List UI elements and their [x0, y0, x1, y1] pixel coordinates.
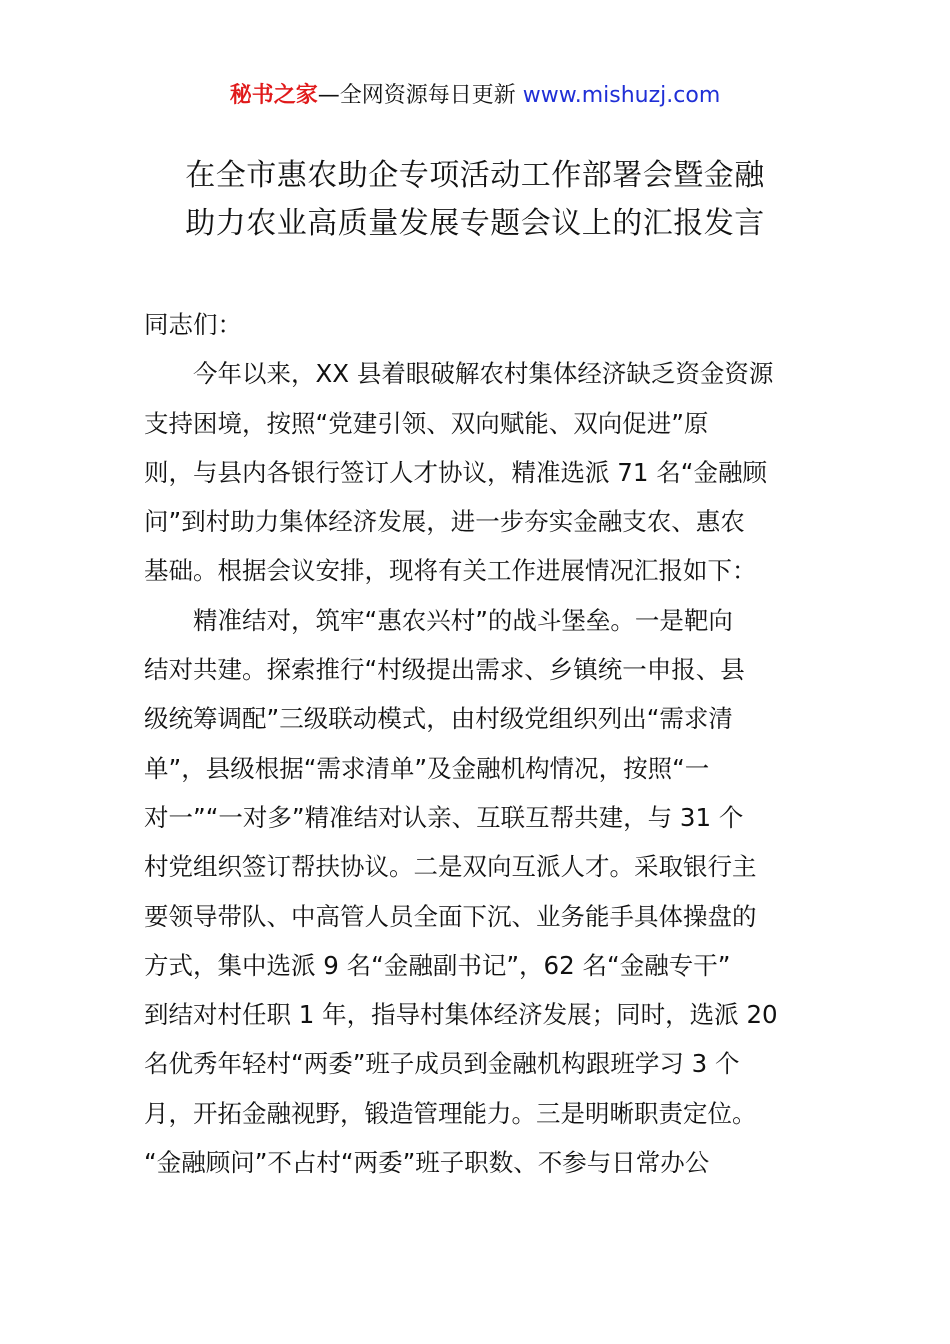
title-line: 在全市惠农助企专项活动工作部署会暨金融 [185, 158, 765, 193]
body-line: 精准结对，筑牢“惠农兴村”的战斗堡垒。一是靶向 [144, 605, 733, 635]
site-url-link[interactable]: www.mishuzj.com [522, 83, 721, 108]
site-tagline: —全网资源每日更新 [317, 83, 523, 108]
salutation: 同志们： [144, 310, 242, 339]
body-line: 则，与县内各银行签订人才协议，精准选派 71 名“金融顾 [144, 457, 767, 487]
site-header [0, 80, 950, 112]
body-line: 村党组织签订帮扶协议。二是双向互派人才。采取银行主 [144, 852, 757, 882]
body-line: 问”到村助力集体经济发展，进一步夯实金融支农、惠农 [144, 507, 745, 537]
body-line: 对一”“一对多”精准结对认亲、互联互帮共建，与 31 个 [144, 802, 744, 832]
brand-name: 秘书之家 [229, 83, 318, 108]
body-line: “金融顾问”不占村“两委”班子职数、不参与日常办公 [144, 1148, 710, 1178]
body-line: 月，开拓金融视野，锻造管理能力。三是明晰职责定位。 [144, 1098, 757, 1128]
title-line: 助力农业高质量发展专题会议上的汇报发言 [185, 206, 765, 241]
body-line: 基础。根据会议安排，现将有关工作进展情况汇报如下： [144, 556, 757, 586]
body-line: 名优秀年轻村“两委”班子成员到金融机构跟班学习 3 个 [144, 1049, 740, 1079]
body-line: 支持困境，按照“党建引领、双向赋能、双向促进”原 [144, 408, 709, 438]
document-title [100, 152, 850, 248]
body-line: 要领导带队、中高管人员全面下沉、业务能手具体操盘的 [144, 901, 757, 931]
body-line: 单”，县级根据“需求清单”及金融机构情况，按照“一 [144, 753, 710, 783]
body-line: 到结对村任职 1 年，指导村集体经济发展；同时，选派 20 [144, 1000, 778, 1030]
body-line: 方式，集中选派 9 名“金融副书记”，62 名“金融专干” [144, 950, 731, 980]
body-line: 级统筹调配”三级联动模式，由村级党组织列出“需求清 [144, 704, 733, 734]
document-body [144, 300, 808, 1187]
body-line: 今年以来，XX 县着眼破解农村集体经济缺乏资金资源 [144, 359, 774, 389]
body-line: 结对共建。探索推行“村级提出需求、乡镇统一申报、县 [144, 655, 745, 685]
